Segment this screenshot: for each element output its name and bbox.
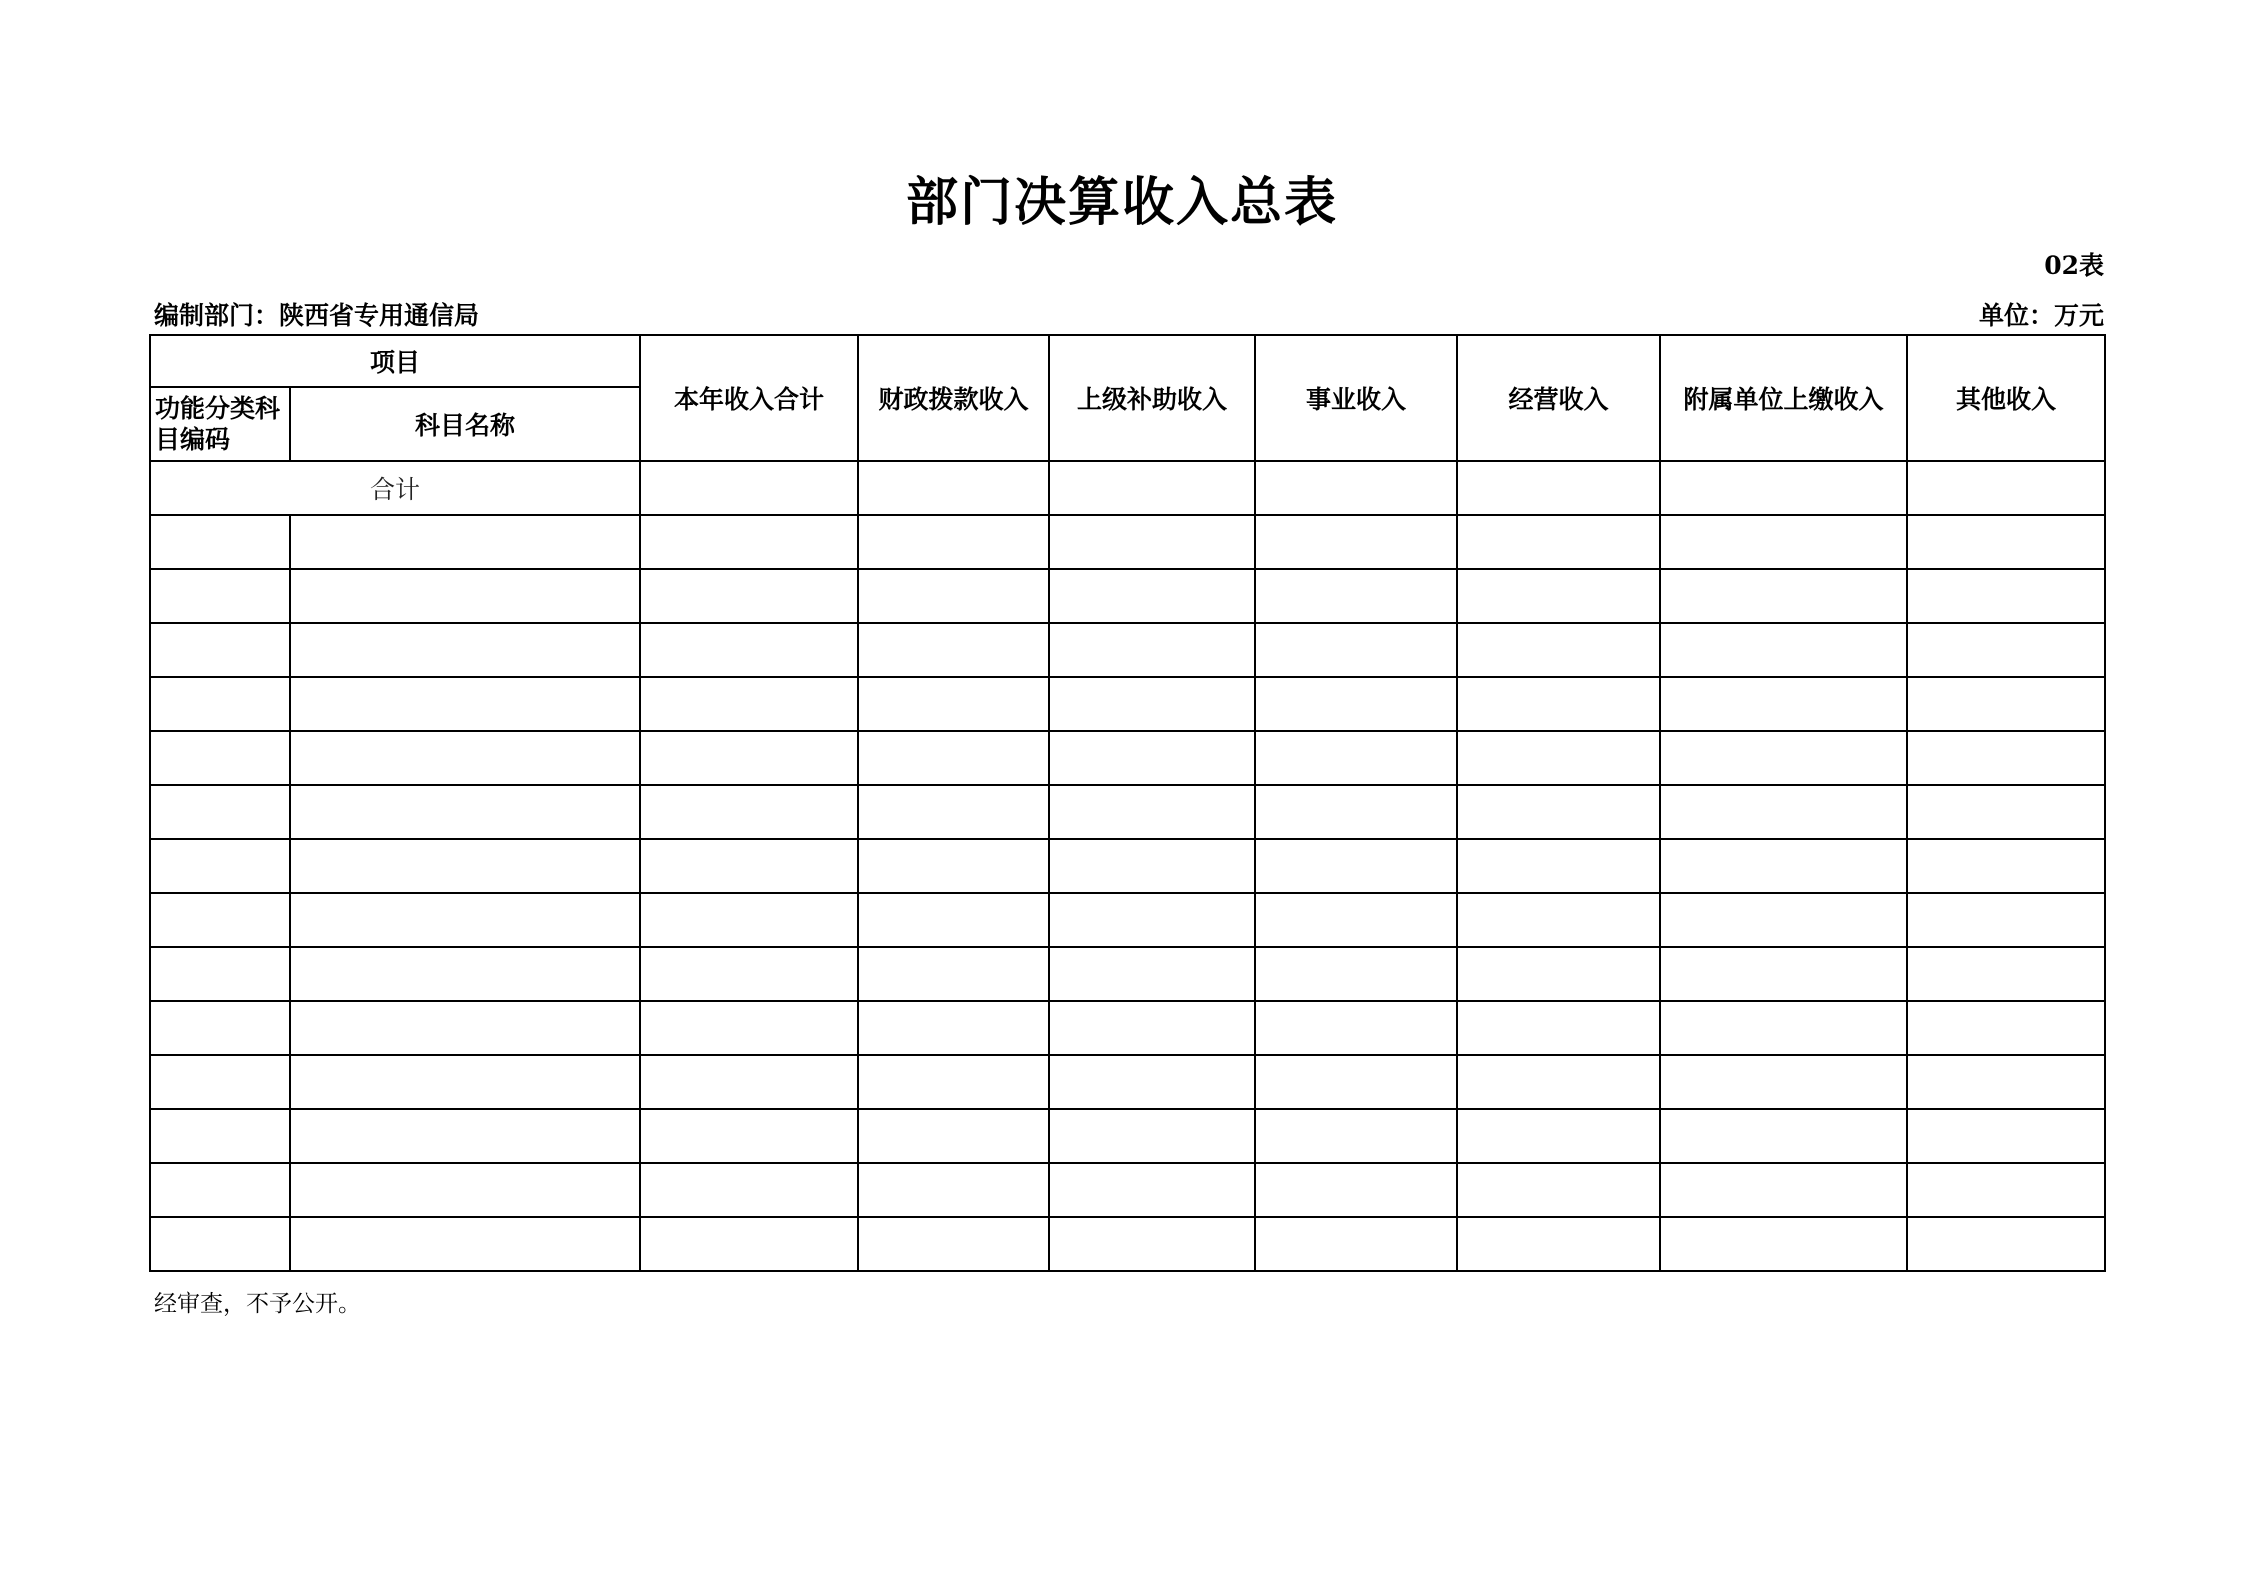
table-cell [640,785,858,839]
table-cell [1660,893,1907,947]
table-cell [150,1163,290,1217]
table-cell [150,1055,290,1109]
table-cell [640,1001,858,1055]
table-cell [1907,1001,2105,1055]
table-cell [1255,1001,1457,1055]
header-subject-name: 科目名称 [290,387,640,461]
table-cell [1907,1109,2105,1163]
table-cell [858,839,1049,893]
header-project: 项目 [150,335,640,387]
total-row [150,461,2105,515]
table-number: 02表 [2044,251,2104,280]
table-cell [858,1109,1049,1163]
table-cell [290,947,640,1001]
table-cell [1049,623,1255,677]
table-cell [1255,1163,1457,1217]
table-cell [150,569,290,623]
table-cell [858,1163,1049,1217]
table-cell [290,893,640,947]
table-cell [640,731,858,785]
table-cell [1457,1055,1660,1109]
table-row [150,1055,2105,1109]
table-cell [1907,1217,2105,1271]
table-cell [1660,839,1907,893]
table-cell [1907,731,2105,785]
table-cell [640,839,858,893]
table-row [150,569,2105,623]
header-business-income: 事业收入 [1255,335,1457,461]
table-cell [1457,623,1660,677]
table-cell [858,623,1049,677]
table-cell [1049,1109,1255,1163]
table-row [150,623,2105,677]
table-cell [150,623,290,677]
table-row [150,785,2105,839]
table-cell [1457,893,1660,947]
table-cell [640,1217,858,1271]
table-cell [1457,461,1660,515]
table-row [150,1109,2105,1163]
table-cell [150,947,290,1001]
table-cell [1049,893,1255,947]
table-cell [1255,731,1457,785]
table-cell [1457,569,1660,623]
table-cell [150,1001,290,1055]
table-cell [1660,1001,1907,1055]
table-cell [1660,1217,1907,1271]
table-cell [1049,1055,1255,1109]
table-cell [1255,1109,1457,1163]
table-cell [858,515,1049,569]
table-cell [150,785,290,839]
table-cell [1049,677,1255,731]
table-cell [858,785,1049,839]
table-row [150,677,2105,731]
table-cell [290,1055,640,1109]
table-cell [1457,731,1660,785]
table-cell [1660,515,1907,569]
table-cell [640,893,858,947]
table-cell [290,1001,640,1055]
table-cell [858,1217,1049,1271]
table-cell [290,623,640,677]
table-row [150,947,2105,1001]
table-cell [1907,1055,2105,1109]
review-note: 经审查，不予公开。 [154,1291,361,1317]
table-cell [290,569,640,623]
table-cell [1907,569,2105,623]
table-row [150,731,2105,785]
table-cell [150,839,290,893]
table-cell [150,1217,290,1271]
table-cell [1049,1217,1255,1271]
table-cell [640,623,858,677]
table-cell [1660,731,1907,785]
table-cell [150,731,290,785]
table-cell [640,1163,858,1217]
table-cell [290,515,640,569]
table-row [150,893,2105,947]
table-cell [1660,623,1907,677]
table-cell [290,1163,640,1217]
table-cell [1660,785,1907,839]
table-cell [290,677,640,731]
table-row [150,839,2105,893]
table-cell [1457,1001,1660,1055]
table-cell [858,893,1049,947]
table-cell [858,677,1049,731]
table-cell [1660,677,1907,731]
table-cell [640,1109,858,1163]
table-cell [1907,947,2105,1001]
table-cell [1660,569,1907,623]
table-cell [1255,461,1457,515]
table-cell [1049,1001,1255,1055]
table-cell [1049,569,1255,623]
header-operating-income: 经营收入 [1457,335,1660,461]
table-cell [1660,1109,1907,1163]
table-cell [290,1217,640,1271]
table-cell [1457,515,1660,569]
table-cell [290,839,640,893]
table-cell [1907,677,2105,731]
table-cell [1255,677,1457,731]
table-cell [1049,947,1255,1001]
table-cell [290,731,640,785]
table-cell [640,461,858,515]
table-row [150,1217,2105,1271]
header-total-income: 本年收入合计 [640,335,858,461]
table-cell [1255,893,1457,947]
table-cell [640,1055,858,1109]
table-cell [858,569,1049,623]
table-cell [1255,839,1457,893]
table-cell [640,947,858,1001]
table-cell [1049,1163,1255,1217]
total-row-label: 合计 [150,461,640,515]
table-cell [640,569,858,623]
page-title: 部门决算收入总表 [905,172,1338,233]
table-cell [1457,1217,1660,1271]
table-cell [1907,515,2105,569]
table-cell [150,515,290,569]
table-cell [1457,839,1660,893]
table-row [150,515,2105,569]
table-cell [1660,1163,1907,1217]
table-row [150,1163,2105,1217]
table-cell [1907,461,2105,515]
table-cell [1907,893,2105,947]
unit-label: 单位：万元 [1978,301,2104,330]
table-cell [150,677,290,731]
table-cell [290,1109,640,1163]
table-cell [1255,569,1457,623]
table-cell [150,1109,290,1163]
header-fiscal-income: 财政拨款收入 [858,335,1049,461]
table-row [150,1001,2105,1055]
table-cell [858,947,1049,1001]
table-cell [1049,461,1255,515]
header-function-code: 功能分类科目编码 [150,387,290,461]
table-cell [1049,731,1255,785]
table-cell [1255,515,1457,569]
income-summary-table [149,334,2106,1272]
table-cell [1255,947,1457,1001]
table-cell [640,515,858,569]
table-cell [1660,461,1907,515]
table-cell [1049,785,1255,839]
table-cell [1457,1109,1660,1163]
table-cell [1457,947,1660,1001]
table-cell [1907,839,2105,893]
table-cell [1255,785,1457,839]
table-cell [1457,1163,1660,1217]
table-cell [640,677,858,731]
table-cell [858,1055,1049,1109]
table-cell [1907,623,2105,677]
table-cell [1457,677,1660,731]
table-cell [858,1001,1049,1055]
header-superior-subsidy: 上级补助收入 [1049,335,1255,461]
table-cell [150,893,290,947]
table-cell [1049,515,1255,569]
table-cell [290,785,640,839]
table-cell [1660,947,1907,1001]
header-affiliated-income: 附属单位上缴收入 [1660,335,1907,461]
table-cell [858,731,1049,785]
table-cell [1907,785,2105,839]
table-cell [1660,1055,1907,1109]
table-cell [858,461,1049,515]
header-other-income: 其他收入 [1907,335,2105,461]
table-cell [1255,1055,1457,1109]
table-cell [1457,785,1660,839]
table-cell [1255,1217,1457,1271]
table-cell [1907,1163,2105,1217]
table-cell [1255,623,1457,677]
table-cell [1049,839,1255,893]
department-label: 编制部门：陕西省专用通信局 [154,301,480,330]
